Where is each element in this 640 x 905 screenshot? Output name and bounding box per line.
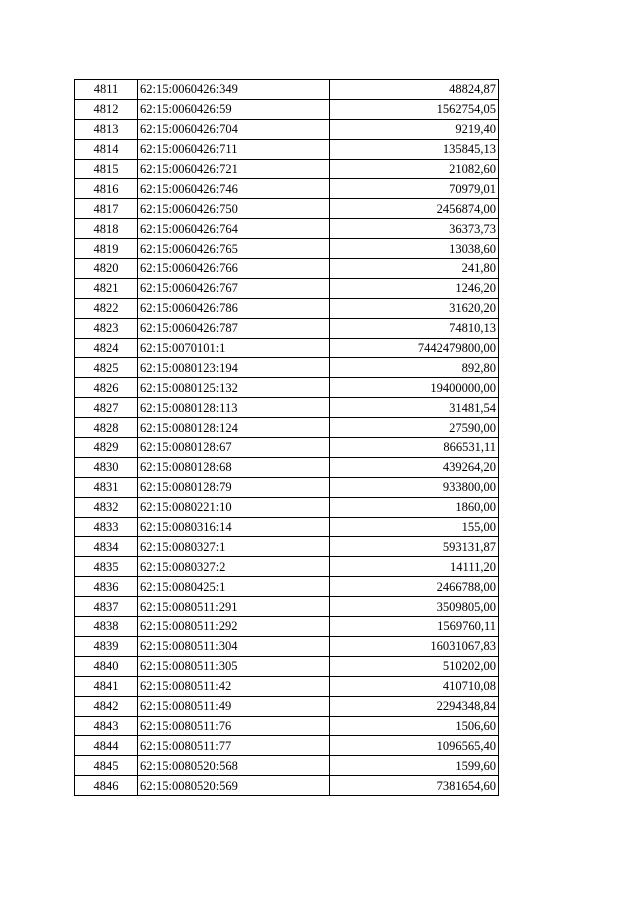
cadastral-number-cell: 62:15:0080128:67: [138, 438, 330, 458]
value-cell: 1096565,40: [330, 736, 499, 756]
table-row: [75, 239, 499, 259]
table-row: [75, 318, 499, 338]
cadastral-number-cell: 62:15:0080128:79: [138, 477, 330, 497]
row-number-cell: 4836: [75, 577, 138, 597]
value-cell: 2294348,84: [330, 696, 499, 716]
row-number-cell: 4829: [75, 438, 138, 458]
cadastral-number-cell: 62:15:0060426:767: [138, 278, 330, 298]
row-number-cell: 4830: [75, 457, 138, 477]
cadastral-number-cell: 62:15:0080128:113: [138, 398, 330, 418]
row-number-cell: 4838: [75, 617, 138, 637]
row-number-cell: 4821: [75, 278, 138, 298]
cadastral-number-cell: 62:15:0080123:194: [138, 358, 330, 378]
value-cell: 1562754,05: [330, 99, 499, 119]
table-row: [75, 199, 499, 219]
value-cell: 1246,20: [330, 278, 499, 298]
value-cell: 14111,20: [330, 557, 499, 577]
value-cell: 2466788,00: [330, 577, 499, 597]
value-cell: 241,80: [330, 259, 499, 279]
table-row: [75, 676, 499, 696]
value-cell: 70979,01: [330, 179, 499, 199]
table-row: [75, 557, 499, 577]
cadastral-number-cell: 62:15:0080128:124: [138, 418, 330, 438]
cadastral-number-cell: 62:15:0080511:305: [138, 656, 330, 676]
row-number-cell: 4843: [75, 716, 138, 736]
value-cell: 866531,11: [330, 438, 499, 458]
row-number-cell: 4833: [75, 517, 138, 537]
cadastral-number-cell: 62:15:0060426:704: [138, 119, 330, 139]
row-number-cell: 4826: [75, 378, 138, 398]
cadastral-number-cell: 62:15:0060426:764: [138, 219, 330, 239]
table-row: [75, 696, 499, 716]
table-row: [75, 338, 499, 358]
row-number-cell: 4842: [75, 696, 138, 716]
table-row: [75, 298, 499, 318]
table-row: [75, 99, 499, 119]
value-cell: 19400000,00: [330, 378, 499, 398]
table-row: [75, 736, 499, 756]
value-cell: 31620,20: [330, 298, 499, 318]
value-cell: 16031067,83: [330, 636, 499, 656]
table-row: [75, 776, 499, 796]
row-number-cell: 4815: [75, 159, 138, 179]
table-row: [75, 517, 499, 537]
cadastral-number-cell: 62:15:0080425:1: [138, 577, 330, 597]
value-cell: 135845,13: [330, 139, 499, 159]
row-number-cell: 4845: [75, 756, 138, 776]
table-row: [75, 457, 499, 477]
value-cell: 36373,73: [330, 219, 499, 239]
cadastral-number-cell: 62:15:0060426:711: [138, 139, 330, 159]
cadastral-number-cell: 62:15:0080125:132: [138, 378, 330, 398]
row-number-cell: 4811: [75, 80, 138, 100]
row-number-cell: 4841: [75, 676, 138, 696]
value-cell: 9219,40: [330, 119, 499, 139]
cadastral-number-cell: 62:15:0060426:766: [138, 259, 330, 279]
table-row: [75, 278, 499, 298]
value-cell: 1860,00: [330, 497, 499, 517]
cadastral-number-cell: 62:15:0080511:49: [138, 696, 330, 716]
table-row: [75, 597, 499, 617]
cadastral-number-cell: 62:15:0060426:721: [138, 159, 330, 179]
cadastral-number-cell: 62:15:0060426:59: [138, 99, 330, 119]
value-cell: 1599,60: [330, 756, 499, 776]
row-number-cell: 4835: [75, 557, 138, 577]
row-number-cell: 4846: [75, 776, 138, 796]
value-cell: 933800,00: [330, 477, 499, 497]
cadastral-value-table: [74, 79, 499, 796]
table-row: [75, 358, 499, 378]
row-number-cell: 4828: [75, 418, 138, 438]
value-cell: 48824,87: [330, 80, 499, 100]
row-number-cell: 4814: [75, 139, 138, 159]
row-number-cell: 4839: [75, 636, 138, 656]
table-row: [75, 656, 499, 676]
row-number-cell: 4817: [75, 199, 138, 219]
cadastral-number-cell: 62:15:0080511:304: [138, 636, 330, 656]
row-number-cell: 4831: [75, 477, 138, 497]
value-cell: 410710,08: [330, 676, 499, 696]
table-row: [75, 617, 499, 637]
table-row: [75, 378, 499, 398]
row-number-cell: 4822: [75, 298, 138, 318]
table-row: [75, 259, 499, 279]
value-cell: 510202,00: [330, 656, 499, 676]
row-number-cell: 4812: [75, 99, 138, 119]
table-row: [75, 438, 499, 458]
value-cell: 1569760,11: [330, 617, 499, 637]
row-number-cell: 4840: [75, 656, 138, 676]
cadastral-number-cell: 62:15:0080511:291: [138, 597, 330, 617]
cadastral-number-cell: 62:15:0060426:765: [138, 239, 330, 259]
cadastral-number-cell: 62:15:0060426:349: [138, 80, 330, 100]
cadastral-number-cell: 62:15:0060426:750: [138, 199, 330, 219]
table-row: [75, 80, 499, 100]
table-row: [75, 477, 499, 497]
row-number-cell: 4818: [75, 219, 138, 239]
row-number-cell: 4816: [75, 179, 138, 199]
cadastral-number-cell: 62:15:0080511:292: [138, 617, 330, 637]
value-cell: 155,00: [330, 517, 499, 537]
table-row: [75, 398, 499, 418]
cadastral-number-cell: 62:15:0060426:787: [138, 318, 330, 338]
table-row: [75, 636, 499, 656]
cadastral-number-cell: 62:15:0080520:569: [138, 776, 330, 796]
cadastral-number-cell: 62:15:0080128:68: [138, 457, 330, 477]
cadastral-number-cell: 62:15:0080327:1: [138, 537, 330, 557]
row-number-cell: 4825: [75, 358, 138, 378]
value-cell: 439264,20: [330, 457, 499, 477]
value-cell: 7442479800,00: [330, 338, 499, 358]
row-number-cell: 4813: [75, 119, 138, 139]
table-row: [75, 537, 499, 557]
cadastral-number-cell: 62:15:0080511:77: [138, 736, 330, 756]
table-row: [75, 716, 499, 736]
value-cell: 1506,60: [330, 716, 499, 736]
table-row: [75, 179, 499, 199]
row-number-cell: 4834: [75, 537, 138, 557]
row-number-cell: 4824: [75, 338, 138, 358]
cadastral-number-cell: 62:15:0080221:10: [138, 497, 330, 517]
row-number-cell: 4820: [75, 259, 138, 279]
cadastral-number-cell: 62:15:0080511:76: [138, 716, 330, 736]
row-number-cell: 4844: [75, 736, 138, 756]
row-number-cell: 4819: [75, 239, 138, 259]
cadastral-number-cell: 62:15:0080520:568: [138, 756, 330, 776]
value-cell: 593131,87: [330, 537, 499, 557]
cadastral-number-cell: 62:15:0080511:42: [138, 676, 330, 696]
table-row: [75, 577, 499, 597]
value-cell: 13038,60: [330, 239, 499, 259]
cadastral-number-cell: 62:15:0070101:1: [138, 338, 330, 358]
table-row: [75, 219, 499, 239]
table-row: [75, 756, 499, 776]
value-cell: 21082,60: [330, 159, 499, 179]
value-cell: 3509805,00: [330, 597, 499, 617]
row-number-cell: 4827: [75, 398, 138, 418]
value-cell: 31481,54: [330, 398, 499, 418]
cadastral-number-cell: 62:15:0060426:746: [138, 179, 330, 199]
cadastral-number-cell: 62:15:0080316:14: [138, 517, 330, 537]
table-row: [75, 497, 499, 517]
table-row: [75, 418, 499, 438]
cadastral-number-cell: 62:15:0060426:786: [138, 298, 330, 318]
table-row: [75, 159, 499, 179]
table-row: [75, 139, 499, 159]
value-cell: 7381654,60: [330, 776, 499, 796]
value-cell: 74810,13: [330, 318, 499, 338]
value-cell: 2456874,00: [330, 199, 499, 219]
row-number-cell: 4823: [75, 318, 138, 338]
table-body: [75, 80, 499, 796]
row-number-cell: 4832: [75, 497, 138, 517]
value-cell: 27590,00: [330, 418, 499, 438]
table-row: [75, 119, 499, 139]
value-cell: 892,80: [330, 358, 499, 378]
cadastral-number-cell: 62:15:0080327:2: [138, 557, 330, 577]
row-number-cell: 4837: [75, 597, 138, 617]
